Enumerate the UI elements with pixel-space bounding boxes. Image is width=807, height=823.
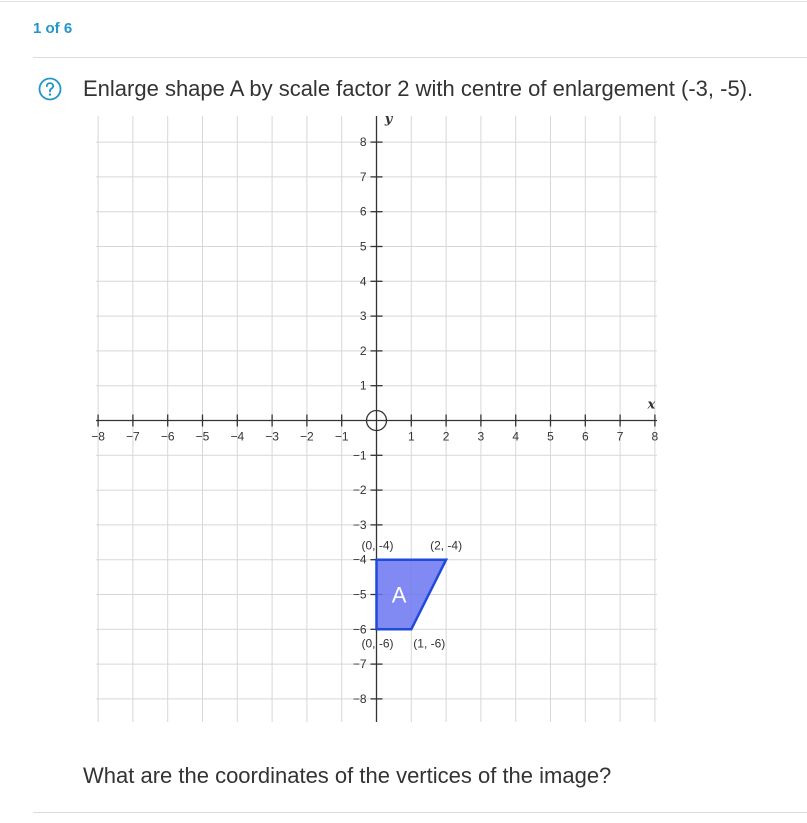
y-tick-label: 7 xyxy=(359,169,367,184)
y-tick-label: 2 xyxy=(359,343,367,358)
y-tick-label: 1 xyxy=(359,378,367,393)
x-tick-label: 1 xyxy=(407,429,415,444)
y-tick-label: 8 xyxy=(359,135,367,150)
x-tick-label: −5 xyxy=(195,429,210,444)
question-header xyxy=(38,74,753,104)
shape-a-label: A xyxy=(391,582,407,608)
axes xyxy=(96,116,657,722)
vertex-label: (2, -4) xyxy=(430,538,463,553)
y-tick-label: −4 xyxy=(352,552,367,567)
x-tick-label: −1 xyxy=(334,429,349,444)
vertex-label: (1, -6) xyxy=(413,636,446,651)
coordinate-grid xyxy=(88,111,668,731)
x-tick-label: −8 xyxy=(91,429,105,444)
header-divider xyxy=(33,57,807,58)
x-tick-label: 6 xyxy=(581,429,589,444)
vertex-label: (0, -6) xyxy=(361,636,394,651)
y-axis-label: y xyxy=(384,112,393,127)
y-tick-label: −7 xyxy=(352,657,367,672)
x-tick-label: 3 xyxy=(477,429,485,444)
y-tick-label: −1 xyxy=(352,448,367,463)
question-circle-icon[interactable] xyxy=(38,77,62,101)
y-tick-label: −3 xyxy=(352,517,367,532)
x-tick-label: 2 xyxy=(442,429,450,444)
top-divider xyxy=(0,1,807,2)
y-tick-label: −6 xyxy=(352,622,367,637)
y-tick-label: 4 xyxy=(359,274,367,289)
follow-up-question: What are the coordinates of the vertices of the image? xyxy=(83,763,612,788)
x-tick-label: −2 xyxy=(300,429,314,444)
y-tick-label: 3 xyxy=(359,309,367,324)
y-tick-label: 6 xyxy=(359,204,367,219)
y-tick-label: −2 xyxy=(352,483,367,498)
x-axis-label: x xyxy=(647,397,656,413)
y-tick-label: −5 xyxy=(352,587,367,602)
x-tick-label: −6 xyxy=(160,429,175,444)
x-tick-label: −7 xyxy=(126,429,140,444)
question-text: Enlarge shape A by scale factor 2 with centre of enlargement (-3, -5). xyxy=(83,76,754,101)
x-tick-label: 5 xyxy=(547,429,554,444)
x-tick-label: −3 xyxy=(265,429,279,444)
x-tick-label: −4 xyxy=(230,429,245,444)
y-tick-label: 5 xyxy=(359,239,367,254)
x-tick-label: 7 xyxy=(616,429,624,444)
x-tick-label: 4 xyxy=(512,429,520,444)
x-tick-labels xyxy=(91,430,658,444)
vertex-label: (0, -4) xyxy=(361,538,394,553)
footer-divider xyxy=(33,812,807,813)
question-progress: 1 of 6 xyxy=(33,20,73,37)
x-tick-label: 8 xyxy=(651,429,659,444)
y-tick-label: −8 xyxy=(352,691,367,706)
